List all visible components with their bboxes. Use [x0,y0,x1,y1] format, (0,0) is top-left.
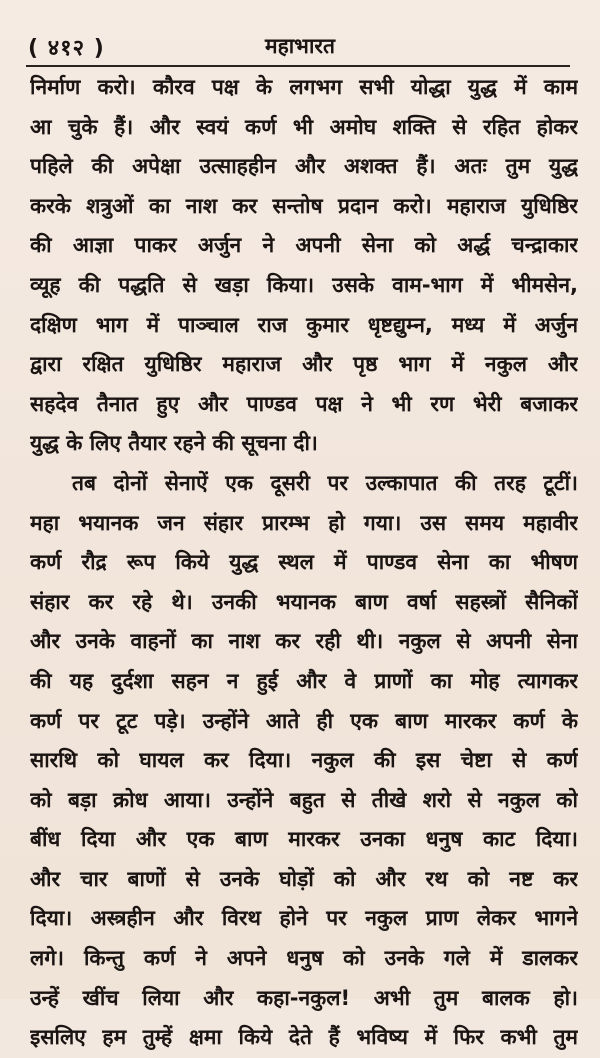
body-text [30,68,578,1058]
text-line: उन्हें खींच लिया और कहा-नकुल! अभी तुम बालक हो। [30,985,578,1010]
page-number: ( ४१२ ) [28,36,105,61]
text-line: संहार कर रहे थे। उनकी भयानक बाण वर्षा सहस्त्रों सैनिकों [30,589,578,614]
text-line: कर्ण पर टूट पड़े। उन्होंने आते ही एक बाण मारकर कर्ण के [30,708,578,733]
header-divider [26,65,570,67]
text-line: सारथि को घायल कर दिया। नकुल की इस चेष्टा से कर्ण [30,748,578,773]
text-line: और उनके वाहनों का नाश कर रही थी। नकुल से अपनी सेना [30,629,578,654]
text-line: महा भयानक जन संहार प्रारम्भ हो गया। उस समय महावीर [30,510,578,535]
text-line: की आज्ञा पाकर अर्जुन ने अपनी सेना को अर्द्ध चन्द्राकार [30,233,578,258]
text-line: द्वारा रक्षित युधिष्ठिर महाराज और पृष्ठ भाग में नकुल और [30,352,578,377]
text-line: निर्माण करो। कौरव पक्ष के लगभग सभी योद्धा युद्ध में काम [30,75,578,99]
text-line: सहदेव तैनात हुए और पाण्डव पक्ष ने भी रण भेरी बजाकर [30,391,578,416]
text-line: करके शत्रुओं का नाश कर सन्तोष प्रदान करो। महाराज युधिष्ठिर [30,193,578,218]
paragraph [30,68,578,464]
running-title: महाभारत [265,34,335,58]
text-line: लगे। किन्तु कर्ण ने अपने धनुष को उनके गले में डालकर [30,946,578,971]
text-line: इसलिए हम तुम्हें क्षमा किये देते हैं भविष्य में फिर कभी तुम [30,1025,578,1050]
page-header [0,30,600,64]
paragraph [30,464,578,1058]
text-line: दक्षिण भाग में पाञ्चाल राज कुमार धृष्टद्युम्न, मध्य में अर्जुन [30,312,578,337]
text-line: पहिले की अपेक्षा उत्साहहीन और अशक्त हैं। अतः तुम युद्ध [30,154,578,179]
text-line: दिया। अस्त्रहीन और विरथ होने पर नकुल प्राण लेकर भागने [30,906,578,931]
text-line: और चार बाणों से उनके घोड़ों को और रथ को नष्ट कर [30,866,578,891]
text-line: को बड़ा क्रोध आया। उन्होंने बहुत से तीखे शरो से नकुल को [30,787,578,812]
text-line: की यह दुर्दशा सहन न हुई और वे प्राणों का मोह त्यागकर [30,668,578,693]
text-line: तब दोनों सेनाऐं एक दूसरी पर उल्कापात की तरह टूटीं। [72,470,578,495]
text-line: व्यूह की पद्धति से खड़ा किया। उसके वाम-भाग में भीमसेन, [30,272,578,297]
text-line: कर्ण रौद्र रूप किये युद्ध स्थल में पाण्डव सेना का भीषण [30,550,578,575]
text-line: बींध दिया और एक बाण मारकर उनका धनुष काट दिया। [30,827,578,852]
text-line: आ चुके हैं। और स्वयं कर्ण भी अमोघ शक्ति से रहित होकर [30,114,578,139]
text-line: युद्ध के लिए तैयार रहने की सूचना दी। [30,431,318,456]
